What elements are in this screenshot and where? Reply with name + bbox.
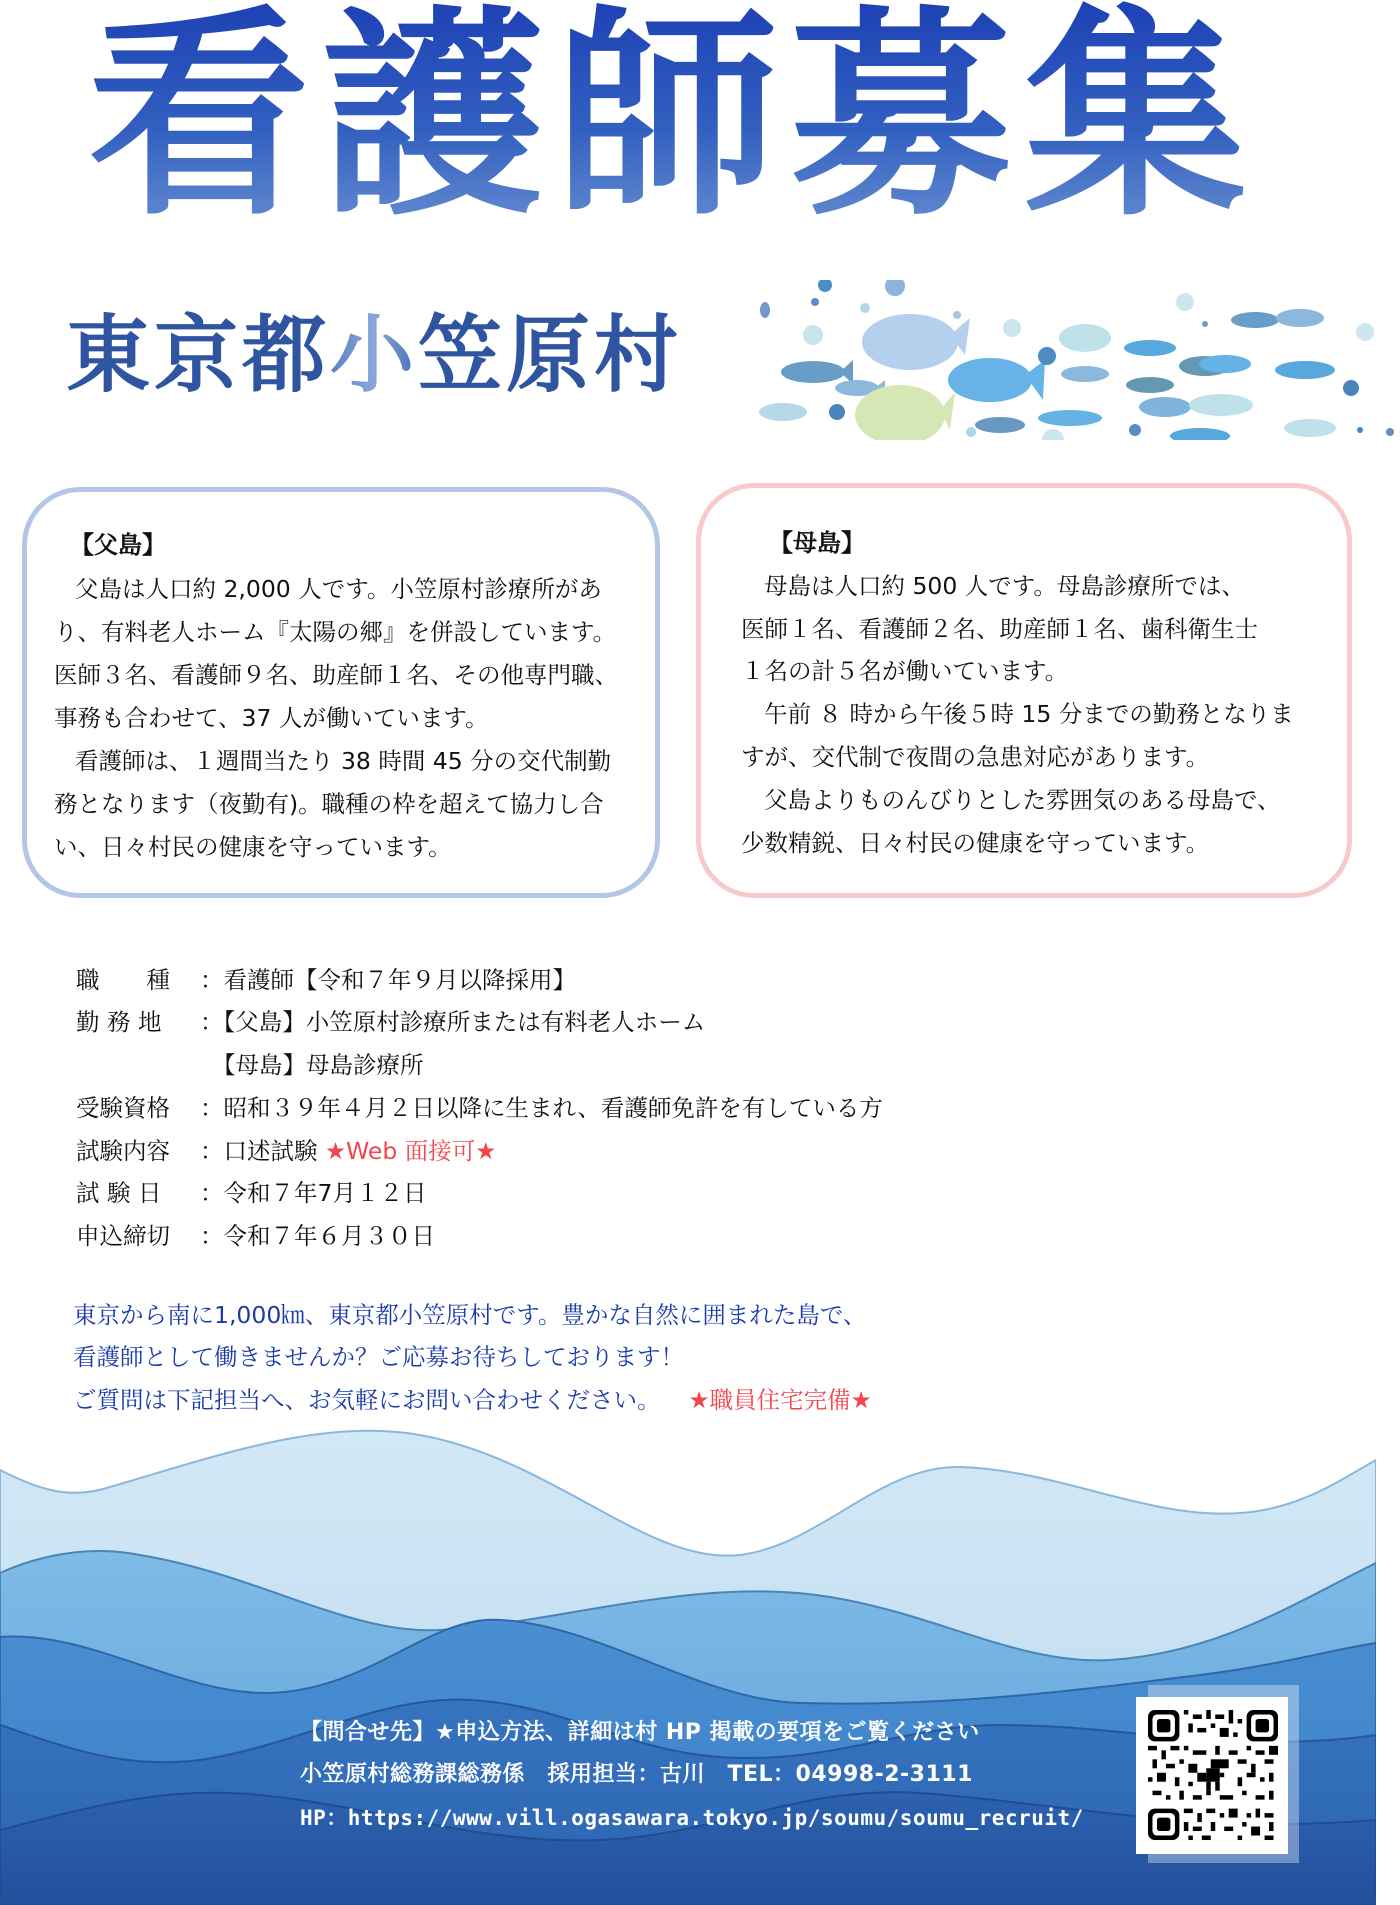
fish-school-illustration [745, 280, 1395, 440]
contact-department-phone: 小笠原村総務課総務係 採用担当：古川 TEL：04998-2-3111 [300, 1762, 973, 1787]
chichijima-line: 務となります（夜勤有)。職種の枠を超えて協力し合 [54, 790, 604, 818]
staff-housing-badge: ★職員住宅完備★ [688, 1386, 872, 1414]
detail-separator: ： [200, 1222, 224, 1250]
detail-value: 昭和３９年４月２日以降に生まれ、看護師免許を有している方 [223, 1094, 883, 1122]
chichijima-line: 父島は人口約 2,000 人です。小笠原村診療所があ [75, 575, 602, 603]
detail-row-exam-content [76, 1136, 496, 1166]
detail-label: 受験資格 [76, 1094, 170, 1122]
hahajima-line: 母島は人口約 500 人です。母島診療所では、 [764, 572, 1245, 600]
hahajima-line: １名の計５名が働いています。 [741, 657, 1069, 685]
hahajima-line: 医師１名、看護師２名、助産師１名、歯科衛生士 [741, 615, 1258, 643]
message-line-text: ご質問は下記担当へ、お気軽にお問い合わせください。 [73, 1386, 661, 1414]
hahajima-line: 午前 ８ 時から午後５時 15 分までの勤務となりま [764, 700, 1294, 728]
chichijima-line: 看護師は、１週間当たり 38 時間 45 分の交代制勤 [75, 747, 612, 775]
hahajima-info-box [696, 483, 1352, 898]
detail-row-eligibility [76, 1093, 883, 1123]
contact-heading: 【問合せ先】★申込方法、詳細は村 HP 掲載の要項をご覧ください [300, 1720, 980, 1745]
web-interview-badge: ★Web 面接可★ [324, 1137, 497, 1165]
detail-separator: ： [200, 1137, 224, 1165]
hahajima-line: 少数精鋭、日々村民の健康を守っています。 [741, 829, 1210, 857]
contact-website-link[interactable]: HP：https://www.vill.ogasawara.tokyo.jp/soumu/soumu_recruit/ [300, 1806, 1084, 1830]
village-subtitle [66, 300, 682, 410]
hahajima-heading: 【母島】 [769, 529, 865, 557]
detail-separator: ： [200, 1179, 224, 1207]
subtitle-suffix: 笠原村 [418, 306, 683, 404]
chichijima-heading: 【父島】 [70, 531, 166, 559]
detail-separator: ： [200, 1008, 224, 1036]
message-line [73, 1385, 872, 1415]
detail-value: 令和７年６月３０日 [223, 1222, 435, 1250]
detail-value: 【母島】母島診療所 [212, 1051, 424, 1079]
hahajima-line: すが、交代制で夜間の急患対応があります。 [741, 743, 1210, 771]
detail-value: 令和７年7月１２日 [223, 1179, 427, 1207]
message-line: 東京から南に1,000㎞、東京都小笠原村です。豊かな自然に囲まれた島で、 [73, 1301, 867, 1329]
detail-row-deadline [76, 1221, 435, 1251]
detail-separator: ： [200, 966, 224, 994]
chichijima-line: 事務も合わせて、37 人が働いています。 [54, 704, 489, 732]
qr-code-icon[interactable] [1148, 1710, 1278, 1840]
chichijima-line: り、有料老人ホーム『太陽の郷』を併設しています。 [54, 618, 617, 646]
chichijima-line: い、日々村民の健康を守っています。 [54, 833, 452, 861]
detail-label: 試 験 日 [76, 1179, 162, 1207]
page-title: 看護師募集 [88, 0, 1288, 242]
message-line: 看護師として働きませんか？ご応募お待ちしております！ [73, 1343, 684, 1371]
detail-label: 申込締切 [76, 1222, 170, 1250]
detail-separator: ： [200, 1094, 224, 1122]
detail-value: 口述試験 [223, 1137, 325, 1165]
detail-value: 【父島】小笠原村診療所または有料老人ホーム [223, 1008, 706, 1036]
chichijima-line: 医師３名、看護師９名、助産師１名、その他専門職、 [54, 661, 618, 689]
hahajima-line: 父島よりものんびりとした雰囲気のある母島で、 [764, 786, 1281, 814]
detail-row-exam-date [76, 1178, 426, 1208]
detail-row-job-type [76, 965, 576, 995]
chichijima-info-box [22, 487, 660, 898]
subtitle-prefix: 東京都 [66, 306, 331, 404]
detail-row-workplace-hahajima [76, 1050, 424, 1080]
subtitle-accent: 小 [330, 306, 419, 404]
detail-label: 試験内容 [76, 1137, 170, 1165]
detail-label: 職 種 [76, 966, 170, 994]
detail-label: 勤 務 地 [76, 1008, 162, 1036]
detail-row-workplace [76, 1007, 705, 1037]
detail-value: 看護師【令和７年９月以降採用】 [223, 966, 576, 994]
